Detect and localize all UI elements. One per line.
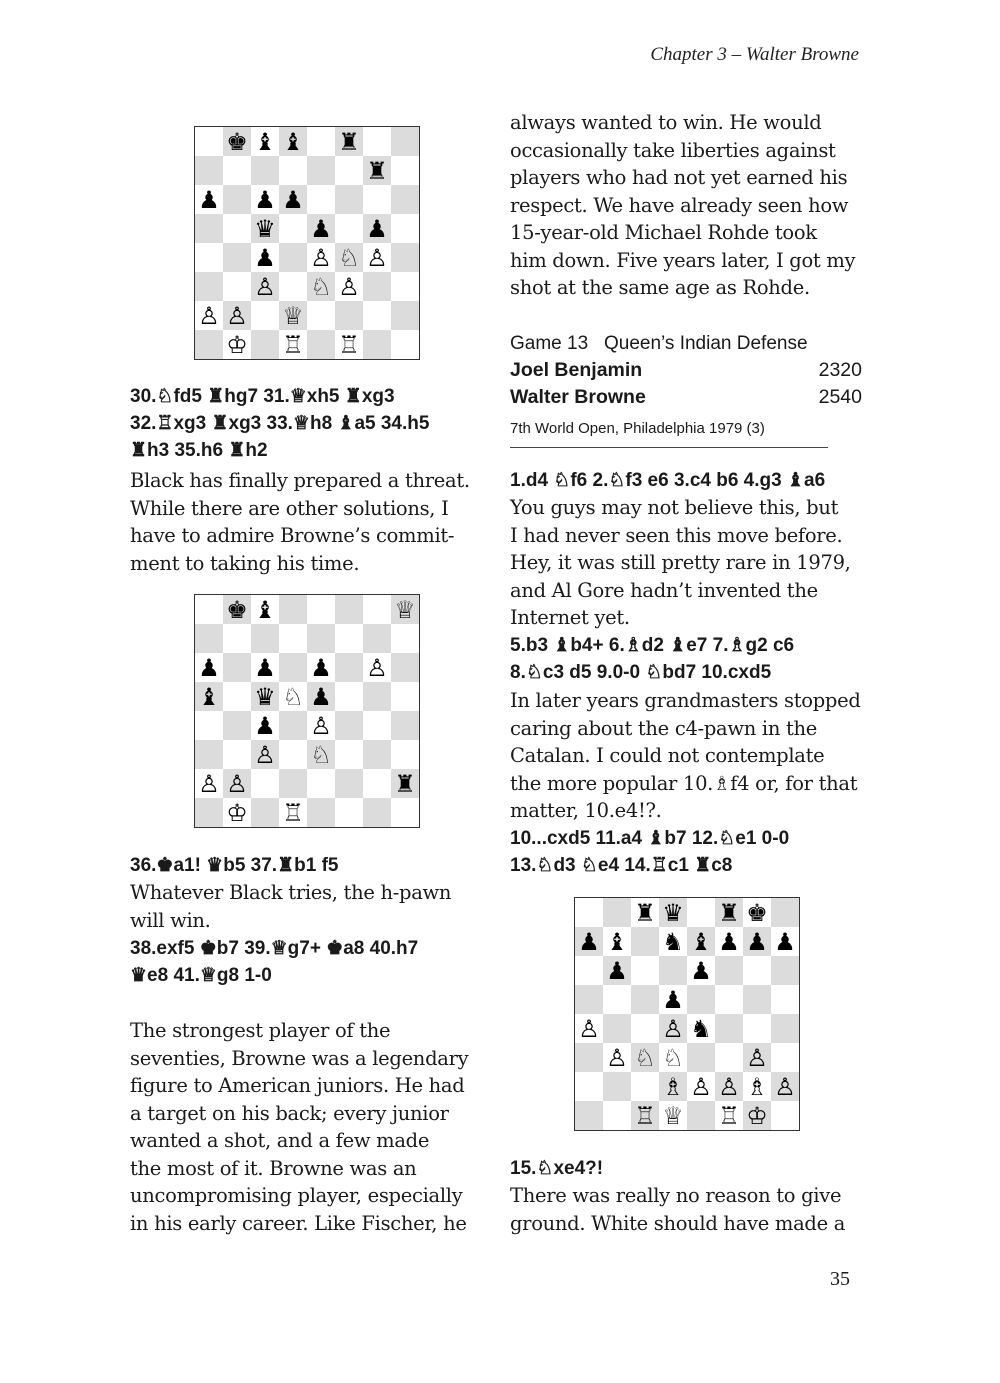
board-square: ♟ xyxy=(659,985,687,1014)
board-square: ♙ xyxy=(743,1043,771,1072)
board-square: ♞ xyxy=(659,927,687,956)
board-square xyxy=(391,624,419,653)
board-square: ♟ xyxy=(307,653,335,682)
board-square xyxy=(251,330,279,359)
board-square xyxy=(335,711,363,740)
board-square xyxy=(771,1043,799,1072)
board-square xyxy=(391,156,419,185)
commentary-right-4: There was really no reason to give ground. White should have made a xyxy=(510,1184,846,1235)
board-square xyxy=(391,214,419,243)
board-square xyxy=(279,769,307,798)
board-square: ♚ xyxy=(223,127,251,156)
board-square: ♙ xyxy=(307,711,335,740)
board-square: ♙ xyxy=(223,301,251,330)
board-square: ♖ xyxy=(279,798,307,827)
board-square xyxy=(195,243,223,272)
board-square: ♙ xyxy=(771,1072,799,1101)
board-square: ♙ xyxy=(603,1043,631,1072)
board-square xyxy=(279,624,307,653)
board-square xyxy=(223,682,251,711)
board-square xyxy=(195,156,223,185)
board-square xyxy=(307,156,335,185)
board-square xyxy=(743,985,771,1014)
board-square: ♙ xyxy=(223,769,251,798)
board-square xyxy=(715,956,743,985)
board-square: ♙ xyxy=(251,740,279,769)
board-square xyxy=(335,769,363,798)
board-square: ♙ xyxy=(251,272,279,301)
board-square xyxy=(659,956,687,985)
white-player: Joel Benjamin 2320 xyxy=(510,359,862,381)
board-square xyxy=(195,330,223,359)
board-square: ♙ xyxy=(687,1072,715,1101)
board-square: ♔ xyxy=(743,1101,771,1130)
board-square xyxy=(603,1014,631,1043)
move-text-right-4: 15.♘xe4?! xyxy=(510,1158,604,1179)
board-square: ♘ xyxy=(659,1043,687,1072)
board-square: ♟ xyxy=(603,956,631,985)
commentary-2: Whatever Black tries, the h-pawn will win. xyxy=(130,881,452,932)
board-square xyxy=(223,156,251,185)
board-square xyxy=(335,624,363,653)
board-square: ♟ xyxy=(687,956,715,985)
board-square xyxy=(335,740,363,769)
board-square: ♙ xyxy=(363,243,391,272)
board-square: ♖ xyxy=(335,330,363,359)
board-square: ♜ xyxy=(335,127,363,156)
commentary-3: The strongest player of the seventies, Browne was a legendary figure to American juniors. He had a target on his back; every junior wanted a shot, and a few made the most of it. Browne was an uncompromising player, especially in his early career. Like Fischer, he xyxy=(130,1019,469,1235)
board-square xyxy=(363,624,391,653)
board-square: ♛ xyxy=(251,682,279,711)
board-square xyxy=(223,711,251,740)
board-square xyxy=(575,1043,603,1072)
board-square: ♟ xyxy=(743,927,771,956)
board-square xyxy=(335,595,363,624)
board-square xyxy=(279,653,307,682)
board-square xyxy=(363,330,391,359)
board-square: ♗ xyxy=(743,1072,771,1101)
board-square: ♛ xyxy=(251,214,279,243)
chess-diagram-2 xyxy=(194,594,420,828)
board-square: ♜ xyxy=(631,898,659,927)
board-square xyxy=(603,1072,631,1101)
board-square xyxy=(363,127,391,156)
board-square xyxy=(631,927,659,956)
move-text-right-1: 1.d4 ♘f6 2.♘f3 e6 3.c4 b6 4.g3 ♝a6 xyxy=(510,470,826,491)
board-square: ♘ xyxy=(307,740,335,769)
board-square xyxy=(771,985,799,1014)
commentary-right-1: always wanted to win. He would occasionally take liberties against players who had not yet earned his respect. We have already seen how 15-year-old Michael Rohde took him down. Five years later, I got my shot at the same age as Rohde. xyxy=(510,111,856,299)
board-square: ♙ xyxy=(363,653,391,682)
board-square xyxy=(223,243,251,272)
chess-diagram-1 xyxy=(194,126,420,360)
board-square xyxy=(223,624,251,653)
board-square xyxy=(391,711,419,740)
board-square: ♕ xyxy=(279,301,307,330)
board-square: ♖ xyxy=(279,330,307,359)
board-square: ♟ xyxy=(195,185,223,214)
event-info: 7th World Open, Philadelphia 1979 (3) xyxy=(510,420,765,437)
board-square: ♙ xyxy=(195,301,223,330)
board-square xyxy=(279,595,307,624)
board-square xyxy=(279,214,307,243)
board-square xyxy=(631,985,659,1014)
board-square xyxy=(391,740,419,769)
board-square: ♟ xyxy=(195,653,223,682)
board-square xyxy=(223,653,251,682)
board-square xyxy=(335,156,363,185)
board-square: ♟ xyxy=(251,653,279,682)
chess-diagram-3 xyxy=(574,897,800,1131)
board-square xyxy=(391,653,419,682)
board-square: ♝ xyxy=(251,595,279,624)
board-square xyxy=(279,740,307,769)
board-square xyxy=(251,156,279,185)
board-square xyxy=(687,1101,715,1130)
board-square xyxy=(603,898,631,927)
board-square: ♟ xyxy=(771,927,799,956)
commentary-right-2: You guys may not believe this, but I had never seen this move before. Hey, it was still pretty rare in 1979, and Al Gore hadn’t invented the Internet yet. xyxy=(510,496,851,629)
board-square xyxy=(715,985,743,1014)
board-square xyxy=(363,682,391,711)
board-square: ♘ xyxy=(631,1043,659,1072)
board-square xyxy=(363,711,391,740)
board-square: ♜ xyxy=(363,156,391,185)
commentary-right-3: In later years grandmasters stopped caring about the c4-pawn in the Catalan. I could not contemplate the more popular 10.♗f4 or, for that matter, 10.e4!?. xyxy=(510,689,861,822)
board-square xyxy=(391,127,419,156)
board-square: ♟ xyxy=(251,243,279,272)
board-square: ♝ xyxy=(251,127,279,156)
board-square xyxy=(391,330,419,359)
board-square xyxy=(603,1101,631,1130)
board-square: ♟ xyxy=(715,927,743,956)
board-square: ♝ xyxy=(687,927,715,956)
board-square xyxy=(687,985,715,1014)
board-square xyxy=(195,214,223,243)
board-square xyxy=(195,711,223,740)
board-square xyxy=(743,1014,771,1043)
board-square xyxy=(363,769,391,798)
board-square xyxy=(251,301,279,330)
board-square xyxy=(307,185,335,214)
board-square: ♟ xyxy=(251,711,279,740)
board-square: ♙ xyxy=(659,1014,687,1043)
board-square xyxy=(743,956,771,985)
board-square xyxy=(771,1014,799,1043)
board-square xyxy=(279,156,307,185)
board-square xyxy=(391,301,419,330)
board-square: ♟ xyxy=(307,682,335,711)
board-square: ♛ xyxy=(659,898,687,927)
board-square xyxy=(631,1072,659,1101)
board-square: ♙ xyxy=(575,1014,603,1043)
board-square xyxy=(195,127,223,156)
board-square: ♝ xyxy=(279,127,307,156)
board-square xyxy=(575,1101,603,1130)
board-square xyxy=(391,243,419,272)
board-square xyxy=(335,214,363,243)
move-text-1: 30.♘fd5 ♜hg7 31.♕xh5 ♜xg3 32.♖xg3 ♜xg3 33.♕h8 ♝a5 34.h5 ♜h3 35.h6 ♜h2 xyxy=(130,386,430,461)
board-square xyxy=(307,127,335,156)
board-square xyxy=(307,798,335,827)
board-square: ♙ xyxy=(335,272,363,301)
board-square xyxy=(771,956,799,985)
board-square: ♘ xyxy=(335,243,363,272)
board-square xyxy=(195,798,223,827)
board-square: ♟ xyxy=(575,927,603,956)
move-text-3: 38.exf5 ♚b7 39.♕g7+ ♚a8 40.h7 ♛e8 41.♕g8 1-0 xyxy=(130,938,419,986)
board-square xyxy=(631,956,659,985)
board-square: ♖ xyxy=(631,1101,659,1130)
board-square: ♕ xyxy=(391,595,419,624)
board-square: ♖ xyxy=(715,1101,743,1130)
board-square xyxy=(195,272,223,301)
board-square xyxy=(391,272,419,301)
running-head: Chapter 3 – Walter Browne xyxy=(650,44,859,65)
board-square xyxy=(631,1014,659,1043)
board-square xyxy=(195,595,223,624)
board-square: ♚ xyxy=(223,595,251,624)
board-square xyxy=(195,624,223,653)
board-square: ♔ xyxy=(223,330,251,359)
board-square: ♘ xyxy=(307,272,335,301)
board-square: ♜ xyxy=(391,769,419,798)
board-square xyxy=(391,185,419,214)
board-square xyxy=(279,711,307,740)
board-square xyxy=(363,272,391,301)
board-square: ♚ xyxy=(743,898,771,927)
game-header xyxy=(510,330,862,448)
board-square: ♟ xyxy=(307,214,335,243)
board-square xyxy=(575,898,603,927)
board-square xyxy=(715,1014,743,1043)
board-square xyxy=(391,798,419,827)
board-square xyxy=(223,740,251,769)
black-player: Walter Browne 2540 xyxy=(510,386,862,408)
board-square: ♝ xyxy=(603,927,631,956)
page-number: 35 xyxy=(830,1268,850,1290)
board-square: ♔ xyxy=(223,798,251,827)
board-square: ♙ xyxy=(195,769,223,798)
board-square xyxy=(363,740,391,769)
board-square: ♙ xyxy=(715,1072,743,1101)
board-square: ♝ xyxy=(195,682,223,711)
board-square xyxy=(363,185,391,214)
board-square xyxy=(687,898,715,927)
board-square: ♗ xyxy=(659,1072,687,1101)
board-square xyxy=(335,682,363,711)
board-square xyxy=(251,624,279,653)
board-square xyxy=(279,272,307,301)
move-text-right-2: 5.b3 ♝b4+ 6.♗d2 ♝e7 7.♗g2 c6 8.♘c3 d5 9.0-0 ♘bd7 10.cxd5 xyxy=(510,635,795,683)
board-square: ♘ xyxy=(279,682,307,711)
board-square xyxy=(335,653,363,682)
board-square: ♕ xyxy=(659,1101,687,1130)
board-square xyxy=(307,330,335,359)
board-square xyxy=(223,185,251,214)
board-square: ♟ xyxy=(279,185,307,214)
board-square xyxy=(575,1072,603,1101)
board-square xyxy=(251,798,279,827)
move-text-right-3: 10...cxd5 11.a4 ♝b7 12.♘e1 0-0 13.♘d3 ♘e4 14.♖c1 ♜c8 xyxy=(510,828,790,876)
board-square xyxy=(307,769,335,798)
game-title: Game 13 Queen’s Indian Defense xyxy=(510,333,808,354)
board-square xyxy=(391,682,419,711)
board-square xyxy=(307,624,335,653)
header-rule xyxy=(510,447,828,448)
board-square xyxy=(195,740,223,769)
board-square xyxy=(335,185,363,214)
board-square xyxy=(307,595,335,624)
board-square: ♟ xyxy=(363,214,391,243)
board-square xyxy=(687,1043,715,1072)
board-square xyxy=(363,798,391,827)
board-square xyxy=(771,898,799,927)
board-square xyxy=(223,272,251,301)
board-square xyxy=(307,301,335,330)
board-square xyxy=(363,595,391,624)
board-square xyxy=(335,798,363,827)
board-square xyxy=(575,956,603,985)
board-square xyxy=(223,214,251,243)
board-square: ♞ xyxy=(687,1014,715,1043)
board-square: ♜ xyxy=(715,898,743,927)
move-text-2: 36.♚a1! ♛b5 37.♜b1 f5 xyxy=(130,855,339,876)
board-square xyxy=(251,769,279,798)
board-square xyxy=(279,243,307,272)
board-square xyxy=(715,1043,743,1072)
board-square xyxy=(335,301,363,330)
board-square: ♙ xyxy=(307,243,335,272)
board-square xyxy=(771,1101,799,1130)
board-square xyxy=(603,985,631,1014)
board-square xyxy=(363,301,391,330)
commentary-1: Black has finally prepared a threat. While there are other solutions, I have to admire Browne’s commit- ment to taking his time. xyxy=(130,469,470,575)
board-square: ♟ xyxy=(251,185,279,214)
board-square xyxy=(575,985,603,1014)
